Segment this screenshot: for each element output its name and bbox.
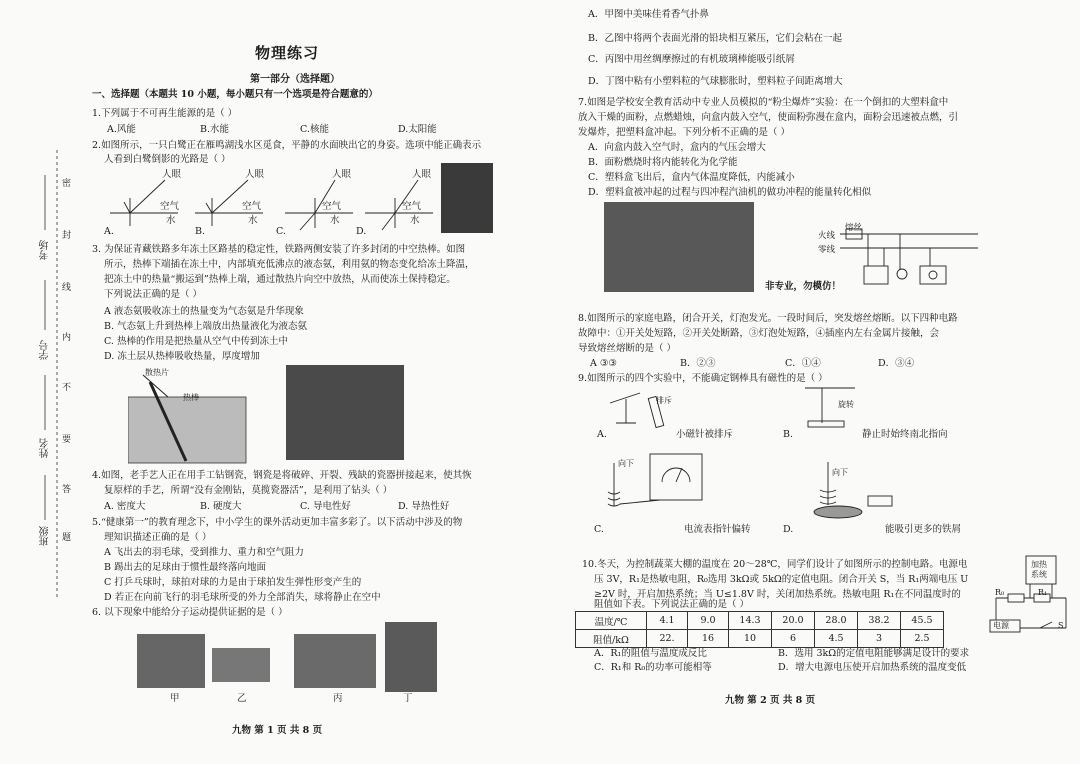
q6-option-b: B．乙图中将两个表面光滑的铅块相互紧压，它们会粘在一起 <box>588 33 842 44</box>
q9-fig-a <box>600 385 680 430</box>
seal-char: 内 <box>62 333 72 343</box>
q2-option-c: C. <box>276 226 286 237</box>
seal-char: 线 <box>62 283 72 293</box>
exam-title: 物理练习 <box>255 44 320 62</box>
q7-line-2: 放入干燥的面粉，点燃蜡烛，向盒内鼓入空气，使面粉弥漫在盒内，面粉会迅速被点燃，引 <box>578 112 959 123</box>
q1-option-a: A.风能 <box>107 124 136 135</box>
q2-water-label: 水 <box>330 215 340 226</box>
seal-char: 不 <box>62 383 72 393</box>
binding-margin <box>0 0 85 764</box>
q3-option-a: A 液态氨吸收冻土的热量变为气态氨是升华现象 <box>104 306 304 317</box>
q2-water-label: 水 <box>166 215 176 226</box>
q2-water-label: 水 <box>410 215 420 226</box>
footer-page-1: 九物 第 1 页 共 8 页 <box>232 725 323 736</box>
heat-pipe-label: 热棒 <box>183 393 199 402</box>
q2-option-a: A. <box>104 226 114 237</box>
q2-eye-label: 人眼 <box>162 169 182 180</box>
part-heading: 第一部分（选择题） <box>250 74 340 85</box>
footer-page-2: 九物 第 2 页 共 8 页 <box>725 695 816 706</box>
q9-letter-c: C. <box>594 524 604 535</box>
q4-option-b: B. 硬度大 <box>200 501 242 512</box>
table-row <box>576 612 944 630</box>
q9-b-caption: 静止时始终南北指向 <box>862 429 948 440</box>
q9-a-caption: 小磁针被排斥 <box>676 429 734 440</box>
q6-photo-jia <box>137 634 205 688</box>
q9-letter-d: D. <box>783 524 794 535</box>
q3-line-4: 下列说法正确的是（ ） <box>104 289 203 300</box>
q3-line-1: 3. 为保证青藏铁路多年冻土区路基的稳定性，铁路两侧安装了许多封闭的中空热棒。如图 <box>92 244 466 255</box>
q9-a-repel-label: 排斥 <box>656 396 672 405</box>
q7-option-d: D．塑料盒被冲起的过程与四冲程汽油机的做功冲程的能量转化相似 <box>588 187 872 198</box>
q6-label-ding: 丁 <box>403 693 413 704</box>
q3-line-2: 所示，热棒下端插在冻土中，内部填充低沸点的液态氨，利用氨的物态变化给冻土降温， <box>104 259 475 270</box>
table-cell: 阻值/kΩ <box>576 630 647 648</box>
q10-line-1: 10.冬天，为控制蔬菜大棚的温度在 20～28℃，同学们设计了如图所示的控制电路。电源电 <box>582 559 968 570</box>
dust-explosion-photo <box>604 202 754 292</box>
q5-option-d: D 若正在向前飞行的羽毛球所受的外力全部消失，球将静止在空中 <box>104 592 381 603</box>
live-wire-label: 火线 <box>818 231 836 241</box>
q6-option-c: C．丙图中用丝绸摩擦过的有机玻璃棒能吸引纸屑 <box>588 54 795 65</box>
q2-option-b: B. <box>195 226 206 237</box>
q10-option-c: C．R₁和 R₀的功率可能相等 <box>594 662 712 673</box>
q10-line-4: 阻值如下表。下列说法正确的是（ ） <box>594 599 750 610</box>
q6-photo-yi <box>212 648 270 682</box>
table-cell: 16 <box>688 630 729 648</box>
table-cell: 22. <box>647 630 688 648</box>
q10-line-2: 压 3V，R₁是热敏电阻，R₀选用 3kΩ或 5kΩ的定值电阻。闭合开关 S，当 R₁两端电压 U <box>594 574 969 585</box>
fuse-label: 熔丝 <box>845 223 863 233</box>
heat-pipe-figure <box>128 367 248 465</box>
section-heading: 一、选择题（本题共 10 小题，每小题只有一个选项是符合题意的） <box>92 89 378 100</box>
q6-option-a: A．甲图中美味佳肴香气扑鼻 <box>588 9 709 20</box>
q8-line-1: 8.如图所示的家庭电路，闭合开关，灯泡发光。一段时间后，突发熔丝熔断。以下四种电路 <box>578 313 958 324</box>
q7-option-b: B．面粉燃烧时将内能转化为化学能 <box>588 157 738 168</box>
r1-label: R₁ <box>1038 588 1048 597</box>
q8-line-2: 故障中：①开关处短路，②开关处断路，③灯泡处短路，④插座内左右金属片接触，会 <box>578 328 940 339</box>
seal-char: 封 <box>62 231 72 241</box>
q9-fig-b <box>800 383 870 433</box>
porcelain-repair-photo <box>286 365 404 460</box>
q2-stem-2: 人看到白鹭倒影的光路是（ ） <box>104 154 231 165</box>
q9-stem: 9.如图所示的四个实验中，不能确定钢棒具有磁性的是（ ） <box>578 373 828 384</box>
q4-option-c: C. 导电性好 <box>300 501 351 512</box>
q7-line-3: 发爆炸，把塑料盒冲起。下列分析不正确的是（ ） <box>578 127 791 138</box>
q8-option-c: C．①④ <box>785 358 821 369</box>
q6-option-d: D．丁图中粘有小塑料粒的气球膨胀时，塑料粒子间距离增大 <box>588 76 843 87</box>
table-cell: 10 <box>729 630 772 648</box>
q3-option-b: B. 气态氨上升到热棒上端放出热量液化为液态氨 <box>104 321 308 332</box>
field-exam-room: 考场 <box>40 240 51 260</box>
q2-eye-label: 人眼 <box>245 169 265 180</box>
field-name: 姓名 <box>40 438 51 458</box>
q5-option-c: C 打乒乓球时，球拍对球的力是由于球拍发生弹性形变产生的 <box>104 577 362 588</box>
q1-option-c: C.核能 <box>300 124 329 135</box>
q5-option-a: A 飞出去的羽毛球，受到推力、重力和空气阻力 <box>104 547 304 558</box>
q4-option-a: A. 密度大 <box>104 501 146 512</box>
seal-char: 要 <box>62 435 72 445</box>
table-cell: 20.0 <box>772 612 815 630</box>
table-cell: 2.5 <box>901 630 944 648</box>
power-source-label: 电源 <box>993 621 1009 630</box>
heater-label: 加热 <box>1031 560 1047 569</box>
field-student-id: 学号 <box>40 340 51 360</box>
q2-air-label: 空气 <box>242 201 262 212</box>
q2-option-d: D. <box>356 226 367 237</box>
table-cell: 38.2 <box>858 612 901 630</box>
q9-c-down-label: 向下 <box>618 459 634 468</box>
q9-letter-a: A. <box>597 429 607 440</box>
q8-option-b: B．②③ <box>680 358 716 369</box>
q9-fig-d <box>808 460 908 522</box>
egret-photo <box>441 163 493 233</box>
q8-option-d: D．③④ <box>878 358 915 369</box>
table-cell: 45.5 <box>901 612 944 630</box>
q1-stem: 1.下列属于不可再生能源的是（ ） <box>92 108 238 119</box>
q2-air-label: 空气 <box>402 201 422 212</box>
table-cell: 3 <box>858 630 901 648</box>
table-cell: 温度/℃ <box>576 612 647 630</box>
q10-line-3: ≥2V 时，开启加热系统；当 U≤1.8V 时，关闭加热系统。热敏电阻 R₁在不同温度时的 <box>594 589 961 600</box>
seal-char: 答 <box>62 485 72 495</box>
table-cell: 28.0 <box>815 612 858 630</box>
q9-letter-b: B. <box>783 429 794 440</box>
q1-option-b: B.水能 <box>200 124 230 135</box>
q9-fig-c <box>600 448 710 518</box>
table-cell: 4.1 <box>647 612 688 630</box>
q8-line-3: 导致熔丝熔断的是（ ） <box>578 343 677 354</box>
q7-warning-caption: 非专业，勿模仿！ <box>765 281 842 292</box>
q9-d-down-label: 向下 <box>832 468 848 477</box>
q5-stem-2: 理知识描述正确的是（ ） <box>104 532 212 543</box>
table-cell: 6 <box>772 630 815 648</box>
seal-char: 题 <box>62 533 72 543</box>
q2-eye-label: 人眼 <box>412 169 432 180</box>
q4-stem-1: 4.如图，老手艺人正在用手工钻钢瓷，钢瓷是将破碎、开裂、残缺的瓷器拼接起来，使其恢 <box>92 470 472 481</box>
q7-line-1: 7.如图是学校安全教育活动中专业人员模拟的“粉尘爆炸”实验：在一个倒扣的大塑料盒中 <box>578 97 949 108</box>
q9-b-rotate-label: 旋转 <box>838 400 854 409</box>
q4-stem-2: 复原样的手艺，所谓“没有金刚钻，莫揽瓷器活”，是利用了钻头（ ） <box>104 485 393 496</box>
q10-option-b: B．选用 3kΩ的定值电阻能够满足设计的要求 <box>778 648 970 659</box>
q2-eye-label: 人眼 <box>332 169 352 180</box>
q2-air-label: 空气 <box>160 201 180 212</box>
field-class: 班级 <box>40 526 51 546</box>
neutral-wire-label: 零线 <box>818 245 836 255</box>
q10-option-a: A．R₁的阻值与温度成反比 <box>594 648 707 659</box>
q6-label-jia: 甲 <box>170 693 180 704</box>
table-row <box>576 630 944 648</box>
system-label: 系统 <box>1031 570 1047 579</box>
switch-label: S <box>1058 621 1064 630</box>
q2-air-label: 空气 <box>322 201 342 212</box>
q5-stem-1: 5.“健康第一”的教育理念下，中小学生的课外活动更加丰富多彩了。以下活动中涉及的物 <box>92 517 463 528</box>
q1-option-d: D.太阳能 <box>398 124 437 135</box>
r0-label: R₀ <box>995 588 1005 597</box>
q8-option-a: A ③③ <box>590 358 617 369</box>
q6-photo-bing <box>294 634 376 688</box>
q2-stem-1: 2.如图所示，一只白鹭正在雁鸣湖浅水区觅食，平静的水面映出它的身姿。选项中能正确表示 <box>92 140 482 151</box>
q6-stem: 6. 以下现象中能给分子运动提供证据的是（ ） <box>92 607 288 618</box>
q10-option-d: D．增大电源电压使开启加热系统的温度变低 <box>778 662 967 673</box>
q3-line-3: 把冻土中的热量“搬运到”热棒上端，通过散热片向空中放热，从而使冻土保持稳定。 <box>104 274 456 285</box>
q9-d-caption: 能吸引更多的铁屑 <box>885 524 962 535</box>
q6-label-yi: 乙 <box>237 693 247 704</box>
q9-c-caption: 电流表指针偏转 <box>684 524 751 535</box>
q2-ray-diagrams <box>100 168 440 240</box>
q6-label-bing: 丙 <box>333 693 343 704</box>
q5-option-b: B 踢出去的足球由于惯性最终落向地面 <box>104 562 267 573</box>
q6-photo-ding <box>385 622 437 692</box>
table-cell: 4.5 <box>815 630 858 648</box>
q3-option-d: D. 冻土层从热棒吸收热量，厚度增加 <box>104 351 260 362</box>
resistance-table <box>575 611 944 648</box>
binding-lines <box>0 0 85 764</box>
q4-option-d: D. 导热性好 <box>398 501 450 512</box>
seal-char: 密 <box>62 179 72 189</box>
table-cell: 9.0 <box>688 612 729 630</box>
q7-option-c: C．塑料盒飞出后，盒内气体温度降低，内能减小 <box>588 172 795 183</box>
table-cell: 14.3 <box>729 612 772 630</box>
q2-water-label: 水 <box>248 215 258 226</box>
household-circuit <box>810 218 980 296</box>
heat-sink-label: 散热片 <box>145 368 169 377</box>
q7-option-a: A．向盒内鼓入空气时，盒内的气压会增大 <box>588 142 766 153</box>
q3-option-c: C. 热棒的作用是把热量从空气中传到冻土中 <box>104 336 288 347</box>
